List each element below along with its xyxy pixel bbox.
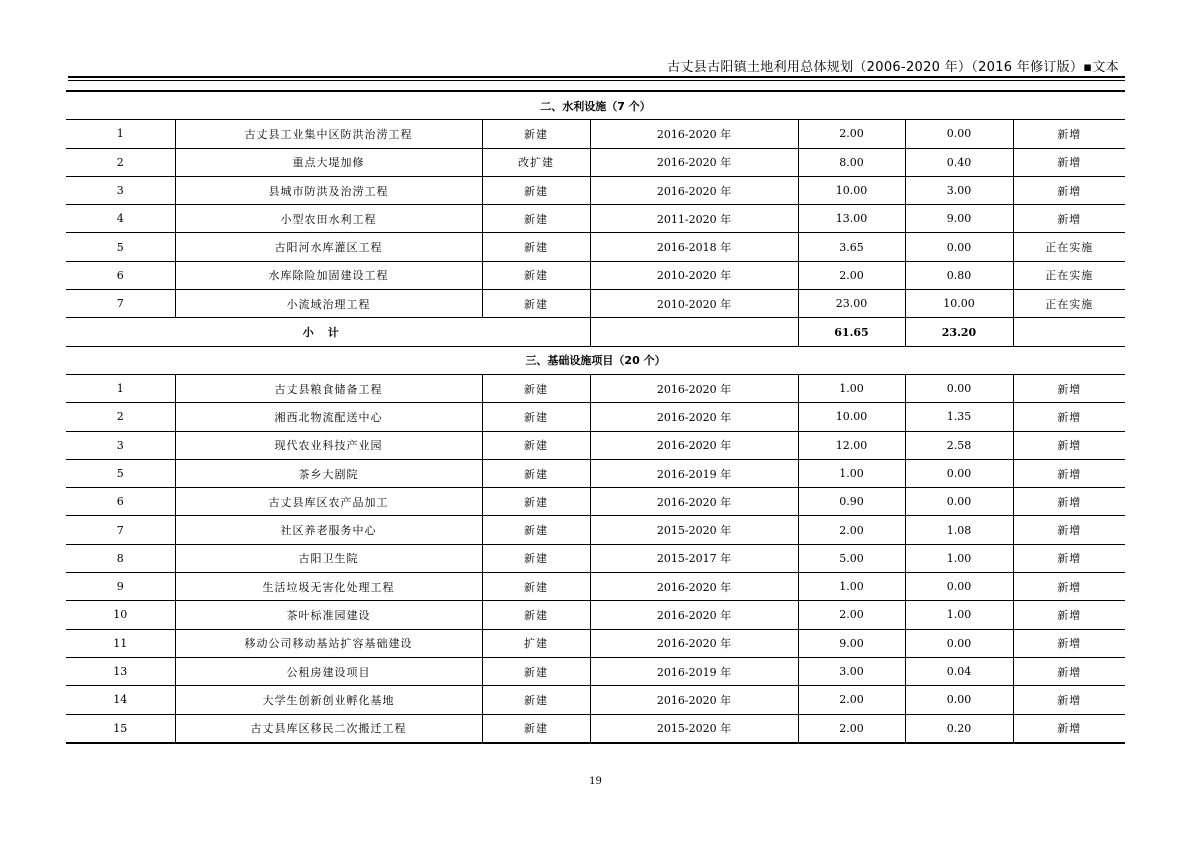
table-row: [66, 176, 1125, 204]
table-row: [66, 657, 1125, 685]
project-status: 新增: [1013, 488, 1125, 516]
project-name: 县城市防洪及治涝工程: [175, 176, 482, 204]
row-number: 8: [66, 544, 175, 572]
section-header-row: [66, 346, 1125, 374]
new-land-area: 0.00: [905, 629, 1013, 657]
row-number: 1: [66, 374, 175, 402]
construction-type: 新建: [482, 261, 590, 289]
land-area: 10.00: [798, 403, 905, 431]
row-number: 6: [66, 261, 175, 289]
project-status: 新增: [1013, 403, 1125, 431]
row-number: 15: [66, 714, 175, 743]
construction-type: 新建: [482, 176, 590, 204]
project-name: 湘西北物流配送中心: [175, 403, 482, 431]
row-number: 10: [66, 601, 175, 629]
project-name: 古阳卫生院: [175, 544, 482, 572]
page-number: 19: [589, 776, 602, 787]
subtotal-row: [66, 318, 1125, 346]
project-name: 古阳河水库灌区工程: [175, 233, 482, 261]
subtotal-status-cell: [1013, 318, 1125, 346]
construction-type: 新建: [482, 516, 590, 544]
project-name: 大学生创新创业孵化基地: [175, 686, 482, 714]
project-name: 小流域治理工程: [175, 290, 482, 318]
new-land-area: 0.00: [905, 120, 1013, 148]
new-land-area: 0.04: [905, 657, 1013, 685]
new-land-area: 0.00: [905, 374, 1013, 402]
land-area: 8.00: [798, 148, 905, 176]
table-row: [66, 601, 1125, 629]
row-number: 3: [66, 431, 175, 459]
new-land-area: 1.35: [905, 403, 1013, 431]
construction-type: 新建: [482, 657, 590, 685]
land-area: 2.00: [798, 686, 905, 714]
project-name: 古丈县库区移民二次搬迁工程: [175, 714, 482, 743]
new-land-area: 10.00: [905, 290, 1013, 318]
section-title-water: 二、水利设施（7 个）: [66, 91, 1125, 120]
project-status: 新增: [1013, 374, 1125, 402]
new-land-area: 0.80: [905, 261, 1013, 289]
project-status: 新增: [1013, 431, 1125, 459]
project-name: 现代农业科技产业园: [175, 431, 482, 459]
project-status: 正在实施: [1013, 261, 1125, 289]
row-number: 13: [66, 657, 175, 685]
construction-type: 新建: [482, 544, 590, 572]
land-area: 12.00: [798, 431, 905, 459]
new-land-area: 0.00: [905, 459, 1013, 487]
project-status: 新增: [1013, 205, 1125, 233]
row-number: 6: [66, 488, 175, 516]
construction-period: 2016-2020 年: [590, 431, 798, 459]
table-row: [66, 459, 1125, 487]
construction-period: 2016-2020 年: [590, 176, 798, 204]
table-row: [66, 488, 1125, 516]
project-status: 新增: [1013, 148, 1125, 176]
new-land-area: 9.00: [905, 205, 1013, 233]
row-number: 14: [66, 686, 175, 714]
land-area: 2.00: [798, 516, 905, 544]
construction-period: 2016-2019 年: [590, 657, 798, 685]
land-area: 5.00: [798, 544, 905, 572]
construction-type: 新建: [482, 714, 590, 743]
land-area: 1.00: [798, 374, 905, 402]
table-row: [66, 431, 1125, 459]
new-land-area: 1.00: [905, 601, 1013, 629]
construction-type: 新建: [482, 205, 590, 233]
row-number: 4: [66, 205, 175, 233]
project-status: 新增: [1013, 459, 1125, 487]
table-row: [66, 374, 1125, 402]
project-name: 水库除险加固建设工程: [175, 261, 482, 289]
row-number: 2: [66, 403, 175, 431]
project-name: 古丈县粮食储备工程: [175, 374, 482, 402]
table-row: [66, 573, 1125, 601]
header-rule: [68, 76, 1125, 78]
construction-period: 2016-2020 年: [590, 629, 798, 657]
subtotal-new-area: 23.20: [905, 318, 1013, 346]
land-area: 1.00: [798, 573, 905, 601]
construction-type: 新建: [482, 431, 590, 459]
table-row: [66, 516, 1125, 544]
section-header-row: [66, 91, 1125, 120]
project-status: 新增: [1013, 657, 1125, 685]
table-row: [66, 120, 1125, 148]
construction-type: 新建: [482, 374, 590, 402]
table-row: [66, 629, 1125, 657]
project-status: 新增: [1013, 629, 1125, 657]
construction-period: 2016-2020 年: [590, 488, 798, 516]
table-row: [66, 686, 1125, 714]
construction-period: 2010-2020 年: [590, 261, 798, 289]
table-row: [66, 403, 1125, 431]
project-status: 正在实施: [1013, 290, 1125, 318]
table-row: [66, 148, 1125, 176]
subtotal-area: 61.65: [798, 318, 905, 346]
construction-period: 2011-2020 年: [590, 205, 798, 233]
table-row: [66, 290, 1125, 318]
construction-type: 改扩建: [482, 148, 590, 176]
construction-period: 2016-2019 年: [590, 459, 798, 487]
subtotal-label: 小计: [66, 318, 590, 346]
table-row: [66, 233, 1125, 261]
construction-period: 2016-2020 年: [590, 148, 798, 176]
construction-type: 新建: [482, 290, 590, 318]
row-number: 2: [66, 148, 175, 176]
construction-period: 2010-2020 年: [590, 290, 798, 318]
construction-type: 新建: [482, 686, 590, 714]
new-land-area: 0.00: [905, 573, 1013, 601]
project-status: 新增: [1013, 516, 1125, 544]
project-name: 公租房建设项目: [175, 657, 482, 685]
section-title-infrastructure: 三、基础设施项目（20 个）: [66, 346, 1125, 374]
new-land-area: 0.40: [905, 148, 1013, 176]
project-table: [66, 90, 1125, 744]
new-land-area: 0.00: [905, 488, 1013, 516]
construction-period: 2016-2020 年: [590, 374, 798, 402]
project-status: 新增: [1013, 573, 1125, 601]
land-area: 23.00: [798, 290, 905, 318]
project-status: 新增: [1013, 601, 1125, 629]
land-area: 3.65: [798, 233, 905, 261]
project-name: 古丈县库区农产品加工: [175, 488, 482, 516]
new-land-area: 0.00: [905, 686, 1013, 714]
table-row: [66, 544, 1125, 572]
project-status: 新增: [1013, 176, 1125, 204]
table-row: [66, 261, 1125, 289]
land-area: 2.00: [798, 601, 905, 629]
construction-period: 2016-2020 年: [590, 573, 798, 601]
land-area: 9.00: [798, 629, 905, 657]
row-number: 7: [66, 290, 175, 318]
row-number: 11: [66, 629, 175, 657]
land-area: 2.00: [798, 120, 905, 148]
construction-period: 2016-2020 年: [590, 601, 798, 629]
table-row: [66, 714, 1125, 743]
construction-type: 扩建: [482, 629, 590, 657]
new-land-area: 1.08: [905, 516, 1013, 544]
land-area: 3.00: [798, 657, 905, 685]
project-name: 生活垃圾无害化处理工程: [175, 573, 482, 601]
project-name: 古丈县工业集中区防洪治涝工程: [175, 120, 482, 148]
header-rule-thin: [68, 80, 1125, 81]
construction-type: 新建: [482, 120, 590, 148]
construction-type: 新建: [482, 459, 590, 487]
subtotal-empty-cell: [590, 318, 798, 346]
project-name: 茶乡大剧院: [175, 459, 482, 487]
project-status: 正在实施: [1013, 233, 1125, 261]
land-area: 2.00: [798, 714, 905, 743]
land-area: 13.00: [798, 205, 905, 233]
new-land-area: 0.20: [905, 714, 1013, 743]
new-land-area: 1.00: [905, 544, 1013, 572]
construction-period: 2015-2020 年: [590, 714, 798, 743]
row-number: 5: [66, 459, 175, 487]
table-row: [66, 205, 1125, 233]
construction-type: 新建: [482, 573, 590, 601]
construction-type: 新建: [482, 601, 590, 629]
row-number: 9: [66, 573, 175, 601]
project-name: 小型农田水利工程: [175, 205, 482, 233]
construction-type: 新建: [482, 488, 590, 516]
new-land-area: 2.58: [905, 431, 1013, 459]
construction-period: 2016-2018 年: [590, 233, 798, 261]
land-area: 2.00: [798, 261, 905, 289]
project-status: 新增: [1013, 544, 1125, 572]
project-status: 新增: [1013, 686, 1125, 714]
construction-type: 新建: [482, 403, 590, 431]
row-number: 5: [66, 233, 175, 261]
project-name: 移动公司移动基站扩容基础建设: [175, 629, 482, 657]
construction-period: 2015-2017 年: [590, 544, 798, 572]
construction-period: 2016-2020 年: [590, 120, 798, 148]
land-area: 0.90: [798, 488, 905, 516]
land-area: 10.00: [798, 176, 905, 204]
project-name: 重点大堤加修: [175, 148, 482, 176]
construction-period: 2015-2020 年: [590, 516, 798, 544]
row-number: 1: [66, 120, 175, 148]
construction-period: 2016-2020 年: [590, 686, 798, 714]
construction-period: 2016-2020 年: [590, 403, 798, 431]
construction-type: 新建: [482, 233, 590, 261]
project-status: 新增: [1013, 714, 1125, 743]
project-name: 社区养老服务中心: [175, 516, 482, 544]
project-name: 茶叶标准园建设: [175, 601, 482, 629]
document-header-title: 古丈县古阳镇土地利用总体规划（2006-2020 年）（2016 年修订版）▪文本: [667, 60, 1119, 75]
row-number: 3: [66, 176, 175, 204]
project-status: 新增: [1013, 120, 1125, 148]
new-land-area: 0.00: [905, 233, 1013, 261]
land-area: 1.00: [798, 459, 905, 487]
row-number: 7: [66, 516, 175, 544]
new-land-area: 3.00: [905, 176, 1013, 204]
